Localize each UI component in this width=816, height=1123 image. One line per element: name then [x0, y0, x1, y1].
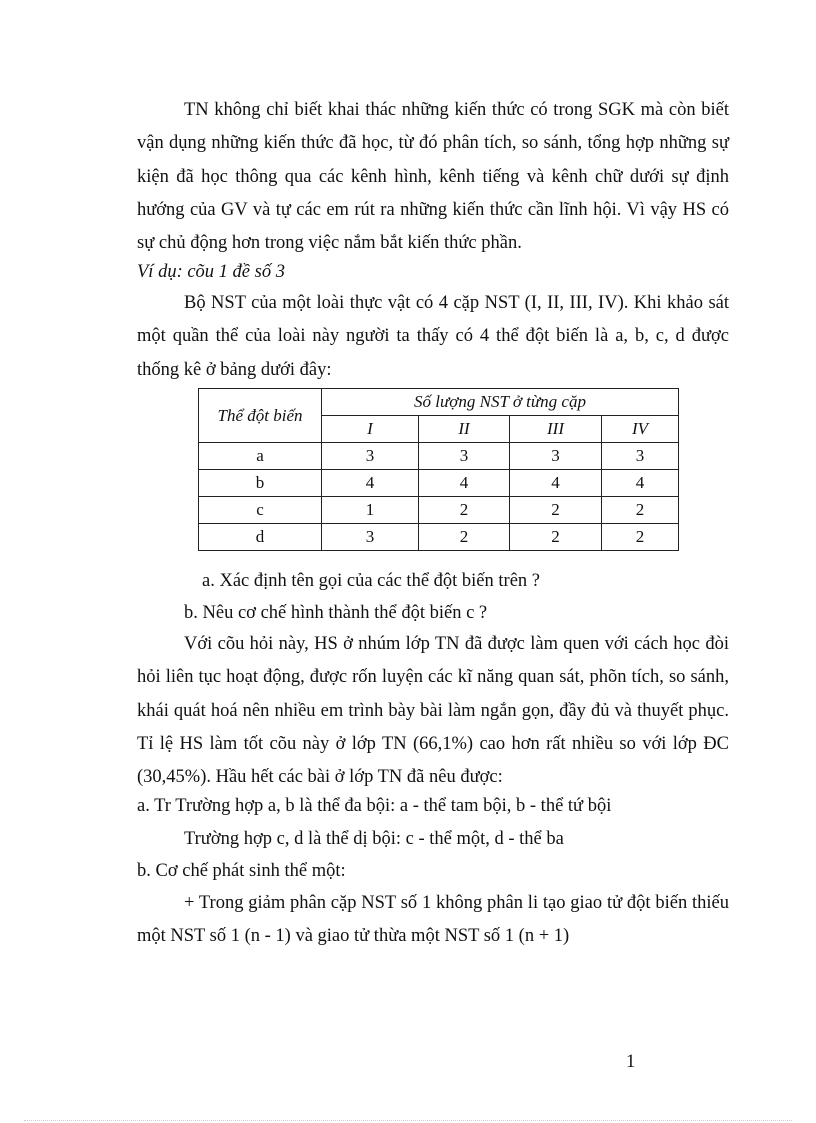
answer-a-line2: Trường hợp c, d là thể dị bội: c - thể một, d - thể ba — [184, 829, 564, 849]
problem-paragraph: Bộ NST của một loài thực vật có 4 cặp NST (I, II, III, IV). Khi khảo sát một quần thể của loài này người ta thấy có 4 thể đột biến là a, b, c, d được thống kê ở bảng dưới đây: — [137, 293, 729, 380]
cell: 2 — [419, 524, 510, 551]
page-number: 1 — [626, 1052, 636, 1072]
cell: 2 — [602, 524, 679, 551]
question-a: a. Xác định tên gọi của các thể đột biến trên ? — [202, 571, 540, 591]
discussion-paragraph: Với cõu hỏi này, HS ở nhúm lớp TN đã được làm quen với cách học đòi hỏi liên tục hoạt động, được rốn luyện các kĩ năng quan sát, phõn tích, so sánh, khái quát hoá nên nhiều em trình bày bài làm ngắn gọn, đầy đủ và thuyết phục. Tỉ lệ HS làm tốt cõu này ở lớp TN (66,1%) cao hơn rất nhiều so với lớp ĐC (30,45%). Hầu hết các bài ở lớp TN đã nêu được: — [137, 634, 729, 788]
row-label: a — [199, 443, 322, 470]
answer-b-title: b. Cơ chế phát sinh thể một: — [137, 861, 346, 881]
answer-b-text: + Trong giảm phân cặp NST số 1 không phân li tạo giao tử đột biến thiếu một NST số 1 (n - 1) và giao tử thừa một NST số 1 (n + 1) — [137, 893, 729, 947]
table-col-header: Thể đột biến — [199, 389, 322, 443]
example-label: Ví dụ: cõu 1 đề số 3 — [137, 262, 285, 282]
table-pair-header: IV — [602, 416, 679, 443]
footer-divider — [24, 1120, 792, 1121]
cell: 3 — [419, 443, 510, 470]
table-pair-header: I — [322, 416, 419, 443]
answer-a-line1: a. Tr Trường hợp a, b là thể đa bội: a - thể tam bội, b - thể tứ bội — [137, 796, 612, 816]
cell: 3 — [322, 443, 419, 470]
table-pair-header: III — [510, 416, 602, 443]
table-row — [199, 470, 679, 497]
row-label: c — [199, 497, 322, 524]
cell: 4 — [322, 470, 419, 497]
cell: 4 — [602, 470, 679, 497]
table-pair-header: II — [419, 416, 510, 443]
table-row — [199, 443, 679, 470]
intro-paragraph: TN không chỉ biết khai thác những kiến thức có trong SGK mà còn biết vận dụng những kiến thức đã học, từ đó phân tích, so sánh, tổng hợp những sự kiện đã học thông qua các kênh hình, kênh tiếng và kênh chữ dưới sự định hướng của GV và tự các em rút ra những kiến thức cần lĩnh hội. Vì vậy HS có sự chủ động hơn trong việc nắm bắt kiến thức phần. — [137, 100, 729, 254]
question-b: b. Nêu cơ chế hình thành thể đột biến c ? — [184, 603, 488, 623]
table-row — [199, 497, 679, 524]
table-group-header: Số lượng NST ở từng cặp — [322, 389, 679, 416]
cell: 2 — [602, 497, 679, 524]
cell: 3 — [510, 443, 602, 470]
cell: 2 — [419, 497, 510, 524]
cell: 3 — [322, 524, 419, 551]
mutation-table — [198, 388, 679, 551]
row-label: d — [199, 524, 322, 551]
row-label: b — [199, 470, 322, 497]
cell: 2 — [510, 497, 602, 524]
cell: 3 — [602, 443, 679, 470]
cell: 2 — [510, 524, 602, 551]
cell: 4 — [419, 470, 510, 497]
cell: 1 — [322, 497, 419, 524]
cell: 4 — [510, 470, 602, 497]
table-row — [199, 524, 679, 551]
